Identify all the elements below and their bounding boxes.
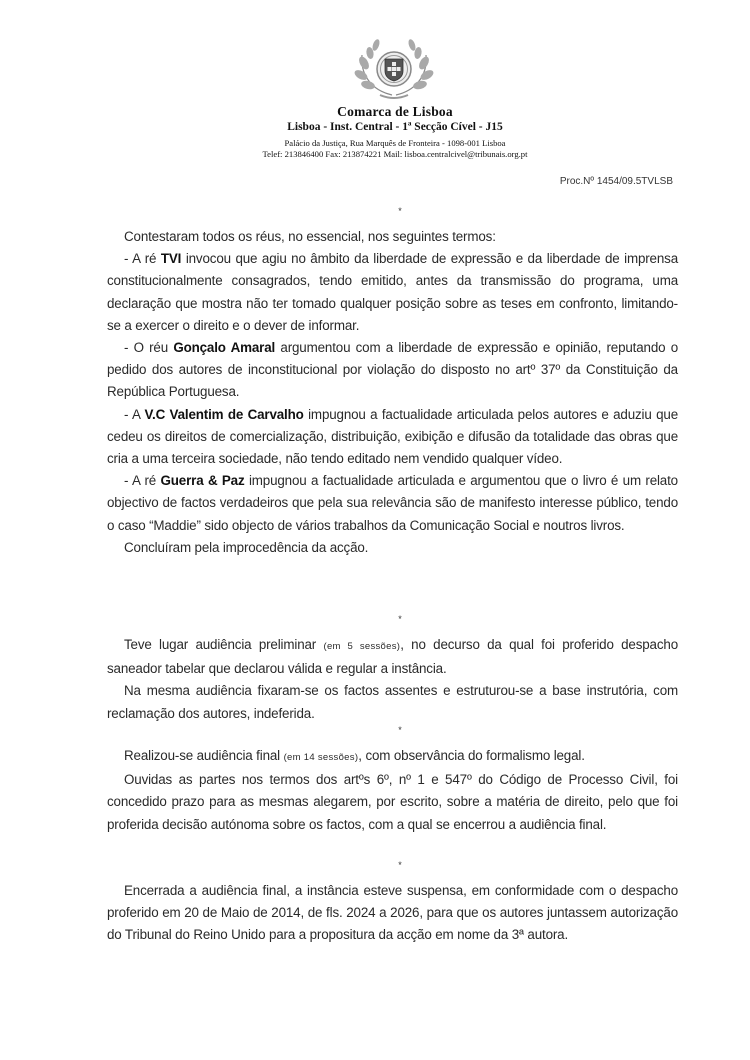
defenses-conclusion: Concluíram pela improcedência da acção. <box>124 539 369 555</box>
preliminary-hearing-section <box>107 634 678 725</box>
defense-vc: - A V.C Valentim de Carvalho impugnou a factualidade articulada pelos autores e aduziu que cedeu os direitos de comercialização, distribuição, exibição e difusão da totalidade das obras que cria a uma terceira sociedade, não tendo editado nem vendido qualquer vídeo. <box>107 406 678 467</box>
facts-paragraph: Na mesma audiência fixaram-se os factos assentes e estruturou-se a base instrutória, com reclamação dos autores, indeferida. <box>107 683 678 721</box>
suspension-section <box>107 880 678 947</box>
pleadings-paragraph: Ouvidas as partes nos termos dos artºs 6º, nº 1 e 547º do Código de Processo Civil, foi concedido prazo para as mesmas alegarem, por escrito, sobre a matéria de direito, pelo que foi proferida decisão autónoma sobre os factos, com a qual se encerrou a audiência final. <box>107 772 678 832</box>
section-separator: * <box>398 725 402 735</box>
party-name: Guerra & Paz <box>160 473 245 489</box>
coat-of-arms-icon <box>352 33 436 103</box>
process-number: Proc.Nº 1454/09.5TVLSB <box>559 176 673 187</box>
party-name: V.C Valentim de Carvalho <box>144 406 304 422</box>
final-hearing-section <box>107 745 678 836</box>
defenses-intro: Contestaram todos os réus, no essencial, nos seguintes termos: <box>124 229 496 244</box>
preliminary-hearing-paragraph: Teve lugar audiência preliminar (em 5 sessões), no decurso da qual foi proferido despacho saneador tabelar que declarou válida e regular a instância. <box>107 637 678 677</box>
court-section: Lisboa - Inst. Central - 1ª Secção Cível - J15 <box>287 121 503 133</box>
section-separator: * <box>398 614 402 624</box>
court-address: Palácio da Justiça, Rua Marquês de Fronteira - 1098-001 Lisboa <box>284 138 506 148</box>
defenses-section <box>107 226 678 559</box>
section-separator: * <box>398 206 402 216</box>
defense-guerra: - A ré Guerra & Paz impugnou a factualidade articulada e argumentou que o livro é um relato objectivo de factos verdadeiros que pela sua relevância são de manifesto interesse público, tendo o caso “Maddie” sido objecto de vários trabalhos da Comunicação Social e noutros livros. <box>107 473 678 533</box>
party-name: TVI <box>160 251 182 267</box>
court-name: Comarca de Lisboa <box>337 104 453 119</box>
defense-tvi: - A ré TVI invocou que agiu no âmbito da liberdade de expressão e da liberdade de imprensa constitucionalmente consagrados, tendo emitido, antes da transmissão do programa, uma declaração que mostra não ter tomado qualquer posição sobre as teses em confronto, limitando-se a exercer o direito e o dever de informar. <box>107 251 678 333</box>
final-hearing-paragraph: Realizou-se audiência final (em 14 sessões), com observância do formalismo legal. <box>124 748 585 763</box>
party-name: Gonçalo Amaral <box>173 340 276 356</box>
court-contact: Telef: 213846400 Fax: 213874221 Mail: lisboa.centralcivel@tribunais.org.pt <box>262 149 528 159</box>
section-separator: * <box>398 860 402 870</box>
suspension-paragraph: Encerrada a audiência final, a instância esteve suspensa, em conformidade com o despacho proferido em 20 de Maio de 2014, de fls. 2024 a 2026, para que os autores juntassem autorização do Tribunal do Reino Unido para a propositura da acção em nome da 3ª autora. <box>107 883 678 943</box>
defense-amaral: - O réu Gonçalo Amaral argumentou com a liberdade de expressão e opinião, reputando o pedido dos autores de inconstitucional por violação do disposto no artº 37º da Constituição da República Portuguesa. <box>107 340 678 400</box>
